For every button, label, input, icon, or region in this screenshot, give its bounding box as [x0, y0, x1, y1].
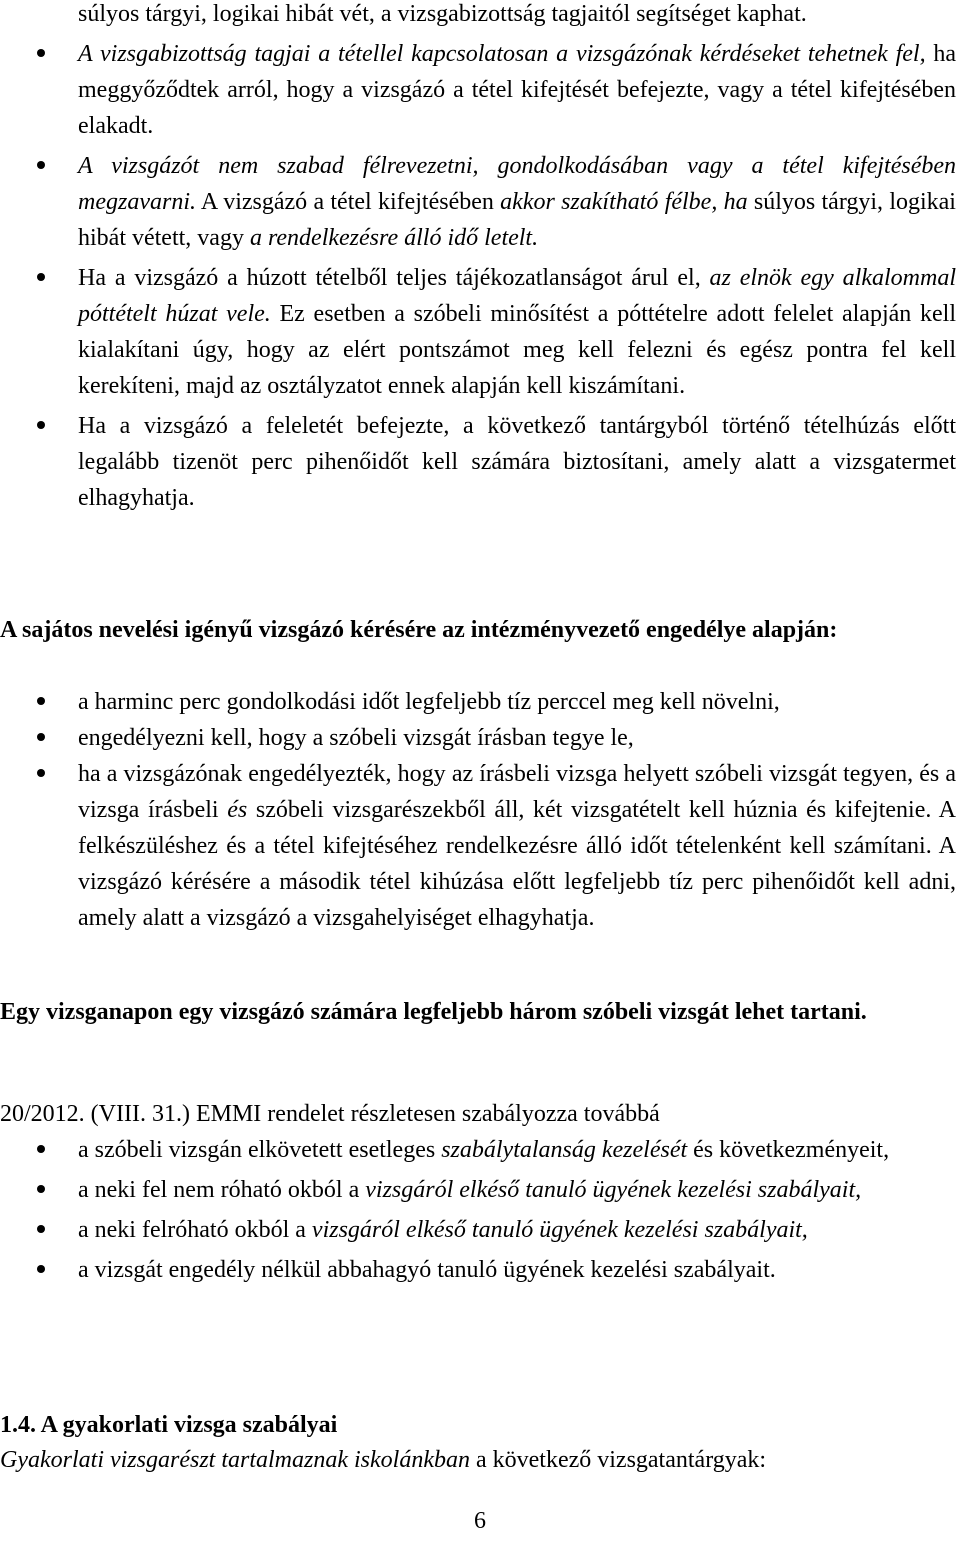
list-item-text: Ha a vizsgázó a feleletét befejezte, a következő tantárgyból történő tételhúzás előtt legalább tizenöt perc pihenőidőt kell számára biztosítani, amely alatt a vizsgatermet elhagyhatja.	[78, 413, 956, 511]
list-item	[0, 148, 956, 256]
list-item	[0, 1132, 956, 1168]
list-item-text-italic: az elnök egy alkalommal póttételt húzat vele.	[78, 265, 956, 327]
decree-intro: 20/2012. (VIII. 31.) EMMI rendelet részletesen szabályozza továbbá	[0, 1101, 660, 1127]
list-item-text-italic: vizsgáról elkéső tanuló ügyének kezelési szabályait,	[365, 1177, 862, 1203]
list-item-text: Ha a vizsgázó a húzott tételből teljes tájékozatlanságot árul el,	[78, 265, 710, 291]
list-item	[0, 684, 956, 720]
section-heading: A sajátos nevelési igényű vizsgázó kérésére az intézményvezető engedélye alapján:	[0, 617, 838, 643]
list-item-text: ha meggyőződtek arról, hogy a vizsgázó a tétel kifejtését befejezte, vagy a tétel kifejtésében elakadt.	[78, 41, 957, 139]
list-item-text: súlyos tárgyi, logikai hibát vét, a vizsgabizottság tagjaitól segítséget kaphat.	[78, 1, 807, 27]
list-item	[0, 260, 956, 404]
list-item-text: súlyos tárgyi, logikai hibát vétett, vagy	[78, 189, 956, 251]
exam-limit-heading: Egy vizsganapon egy vizsgázó számára legfeljebb három szóbeli vizsgát lehet tartani.	[0, 999, 867, 1025]
top-bullet-list	[0, 0, 956, 520]
list-item-text-italic: A vizsgázót nem szabad félrevezetni, gondolkodásában vagy a tétel kifejtésében megzavarni.	[78, 153, 956, 215]
list-item-text-italic: A vizsgabizottság tagjai a tétellel kapcsolatosan a vizsgázónak kérdéseket tehetnek fel,	[78, 41, 926, 67]
list-item	[0, 756, 956, 936]
practical-exam-intro	[0, 1442, 956, 1478]
list-item-text: a szóbeli vizsgán elkövetett esetleges	[78, 1137, 442, 1163]
list-item-text-italic: vizsgáról elkéső tanuló ügyének kezelési szabályait,	[311, 1217, 808, 1243]
exam-limit-section	[0, 994, 956, 1030]
list-item	[0, 720, 956, 756]
list-item-text: a harminc perc gondolkodási időt legfeljebb tíz perccel meg kell növelni,	[78, 689, 780, 715]
special-needs-section	[0, 612, 956, 648]
intro-paragraph	[0, 1442, 956, 1478]
list-item-text: szóbeli vizsgarészekből áll, két vizsgatételt kell húznia és kifejtenie. A felkészüléshez és a tétel kifejtéséhez rendelkezésre álló időt tételenként kell számítani. A vizsgázó kérésére a második tétel kihúzása előtt legfeljebb tíz perc pihenőidőt kell adni, amely alatt a vizsgázó a vizsgahelyiséget elhagyhatja.	[78, 797, 957, 931]
list-item	[0, 1172, 956, 1208]
page-number: 6	[474, 1508, 486, 1534]
list-item-text: a neki fel nem róható okból a	[78, 1177, 366, 1203]
list-item-text: Ez esetben a szóbeli minősítést a póttételre adott felelet alapján kell kialakítani úgy, hogy az elért pontszámot meg kell felezni és egész pontra fel kell kerekíteni, majd az osztályzatot ennek alapján kell kiszámítani.	[78, 301, 957, 399]
list-item	[0, 1212, 956, 1248]
special-needs-list	[0, 684, 956, 936]
list-item-text: a vizsgát engedély nélkül abbahagyó tanuló ügyének kezelési szabályait.	[78, 1257, 776, 1283]
list-item	[0, 0, 956, 32]
list-item-text: A vizsgázó a tétel kifejtésében	[195, 189, 501, 215]
list-item	[0, 408, 956, 516]
list-item-text-italic: akkor szakítható félbe, ha	[500, 189, 748, 215]
list-item	[0, 1252, 956, 1288]
intro-text: a következő vizsgatantárgyak:	[469, 1447, 767, 1473]
list-item-text: engedélyezni kell, hogy a szóbeli vizsgát írásban tegye le,	[78, 725, 634, 751]
list-item-text-italic: szabálytalanság kezelését	[441, 1137, 688, 1163]
list-item	[0, 36, 956, 144]
list-item-text: a neki felróható okból a	[78, 1217, 312, 1243]
practical-exam-section	[0, 1407, 956, 1443]
section-title: 1.4. A gyakorlati vizsga szabályai	[0, 1412, 338, 1438]
intro-text-italic: Gyakorlati vizsgarészt tartalmaznak iskolánkban	[0, 1447, 470, 1473]
list-item-text-italic: és	[227, 797, 248, 823]
decree-section	[0, 1096, 956, 1132]
decree-list	[0, 1132, 956, 1292]
list-item-text-italic: a rendelkezésre álló idő letelt.	[249, 225, 539, 251]
list-item-text: és következményeit,	[687, 1137, 890, 1163]
list-item-text: ha a vizsgázónak engedélyezték, hogy az írásbeli vizsga helyett szóbeli vizsgát tegyen, és a vizsga írásbeli	[78, 761, 956, 823]
